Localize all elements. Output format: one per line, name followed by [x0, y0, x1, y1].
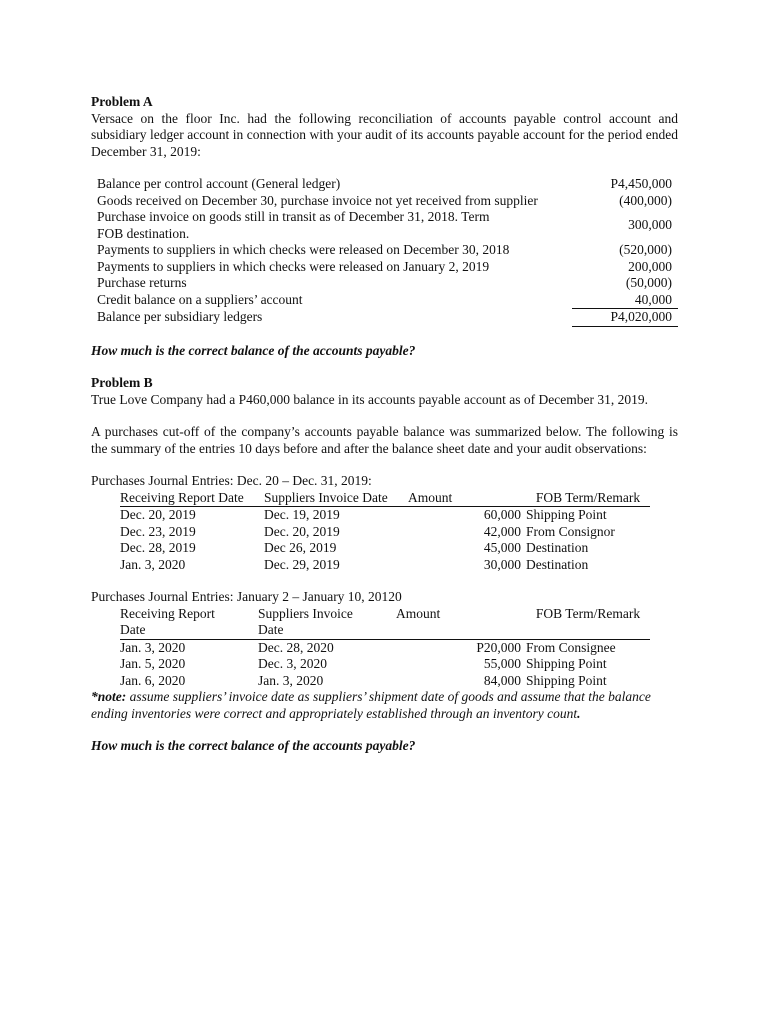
table-row	[120, 639, 650, 656]
column-header: Suppliers Invoice	[258, 605, 353, 621]
cell: Dec. 28, 2020	[258, 639, 334, 655]
cell: Dec. 19, 2019	[264, 507, 340, 522]
problem-a-heading: Problem A	[91, 94, 153, 109]
note-body: assume suppliers’ invoice date as suppliers’ shipment date of goods and assume that the balance ending inventories were correct and appropriately established through an inventory count	[91, 689, 651, 721]
recon-amount: 300,000	[628, 217, 672, 233]
problem-a-intro: Versace on the floor Inc. had the following reconciliation of accounts payable control account and subsidiary ledger account in connection with your audit of its accounts payable account for the period ended December 31, 2019:	[91, 110, 678, 159]
note-end: .	[577, 705, 581, 721]
column-header: Amount	[396, 605, 441, 621]
table-row	[120, 673, 650, 690]
cell: From Consignor	[526, 523, 615, 539]
table-row	[120, 656, 650, 673]
cell: Dec. 20, 2019	[120, 507, 196, 522]
cell: From Consignee	[526, 639, 616, 655]
recon-amount: 40,000	[634, 291, 672, 307]
column-header: FOB Term/Remark	[535, 605, 641, 621]
recon-amount: P4,450,000	[610, 176, 672, 191]
cell: 42,000	[483, 523, 521, 539]
journal-1-table	[120, 490, 650, 574]
table-header-row	[120, 606, 650, 623]
journal-2-title: Purchases Journal Entries: January 2 – January 10, 20120	[91, 589, 402, 604]
journal-1-title: Purchases Journal Entries: Dec. 20 – Dec. 31, 2019:	[91, 473, 372, 488]
table-row	[91, 242, 678, 259]
cell: Shipping Point	[526, 656, 607, 671]
table-row	[91, 309, 678, 327]
recon-amount: (400,000)	[619, 192, 672, 208]
note-prefix: *note:	[91, 689, 127, 704]
cell: Dec 26, 2019	[264, 540, 337, 555]
table-row	[120, 540, 650, 557]
cell: Dec. 28, 2019	[120, 540, 196, 555]
cell: Destination	[526, 540, 589, 555]
cell: 84,000	[483, 672, 521, 688]
table-row	[91, 176, 678, 193]
table-row	[91, 259, 678, 276]
problem-a-question: How much is the correct balance of the accounts payable?	[91, 342, 416, 358]
recon-desc: Goods received on December 30, purchase invoice not yet received from supplier	[97, 192, 538, 208]
audit-note	[91, 689, 678, 722]
cell: 60,000	[483, 507, 521, 522]
column-header: Amount	[406, 490, 526, 507]
recon-desc: Balance per control account (General ledger)	[97, 176, 341, 191]
reconciliation-table	[91, 176, 678, 327]
problem-b-heading: Problem B	[91, 375, 153, 390]
table-row	[120, 507, 650, 524]
recon-desc: Credit balance on a suppliers’ account	[97, 291, 303, 307]
table-header-row	[120, 622, 650, 639]
cell: Jan. 5, 2020	[120, 656, 186, 671]
column-header	[526, 622, 650, 639]
recon-desc: Payments to suppliers in which checks were released on January 2, 2019	[97, 258, 490, 274]
cell: Shipping Point	[526, 672, 607, 688]
problem-b-intro: True Love Company had a P460,000 balance in its accounts payable account as of December 31, 2019.	[91, 391, 648, 407]
table-row	[91, 275, 678, 292]
cell: Jan. 3, 2020	[258, 672, 324, 688]
cell: 55,000	[483, 656, 521, 671]
column-header: FOB Term/Remark	[526, 490, 650, 507]
document-page	[91, 94, 678, 755]
recon-desc: Balance per subsidiary ledgers	[97, 308, 263, 324]
recon-amount: (520,000)	[619, 242, 672, 257]
cell: Jan. 3, 2020	[120, 639, 186, 655]
table-row	[120, 557, 650, 574]
problem-b-question: How much is the correct balance of the accounts payable?	[91, 738, 416, 753]
cell: 30,000	[483, 556, 521, 572]
column-header	[396, 622, 526, 639]
column-header: Suppliers Invoice Date	[264, 490, 406, 507]
column-header: Receiving Report	[120, 605, 215, 621]
recon-total-amount: P4,020,000	[572, 309, 678, 327]
table-header-row	[120, 490, 650, 507]
cell: Shipping Point	[526, 507, 607, 522]
problem-b-paragraph: A purchases cut-off of the company’s accounts payable balance was summarized below. The following is the summary of the entries 10 days before and after the balance sheet date and your audit observations:	[91, 424, 678, 456]
cell: 45,000	[483, 540, 521, 555]
table-row	[91, 193, 678, 210]
recon-desc: Purchase returns	[97, 275, 187, 290]
table-row	[91, 292, 678, 309]
cell: Destination	[526, 556, 589, 572]
recon-desc: Payments to suppliers in which checks were released on December 30, 2018	[97, 242, 510, 257]
cell: Dec. 3, 2020	[258, 656, 327, 671]
cell: P20,000	[476, 639, 521, 655]
column-header: Date	[258, 622, 396, 639]
cell: Dec. 23, 2019	[120, 523, 196, 539]
cell: Jan. 3, 2020	[120, 556, 186, 572]
recon-desc: Purchase invoice on goods still in transit as of December 31, 2018. Term FOB destination.	[97, 209, 490, 241]
recon-amount: 200,000	[628, 258, 672, 274]
column-header: Date	[120, 622, 258, 639]
journal-2-table	[120, 606, 650, 690]
recon-amount: (50,000)	[625, 275, 672, 290]
column-header: Receiving Report Date	[120, 490, 264, 507]
cell: Dec. 29, 2019	[264, 556, 340, 572]
table-row	[120, 524, 650, 541]
cell: Dec. 20, 2019	[264, 523, 340, 539]
cell: Jan. 6, 2020	[120, 672, 186, 688]
table-row	[91, 209, 678, 242]
